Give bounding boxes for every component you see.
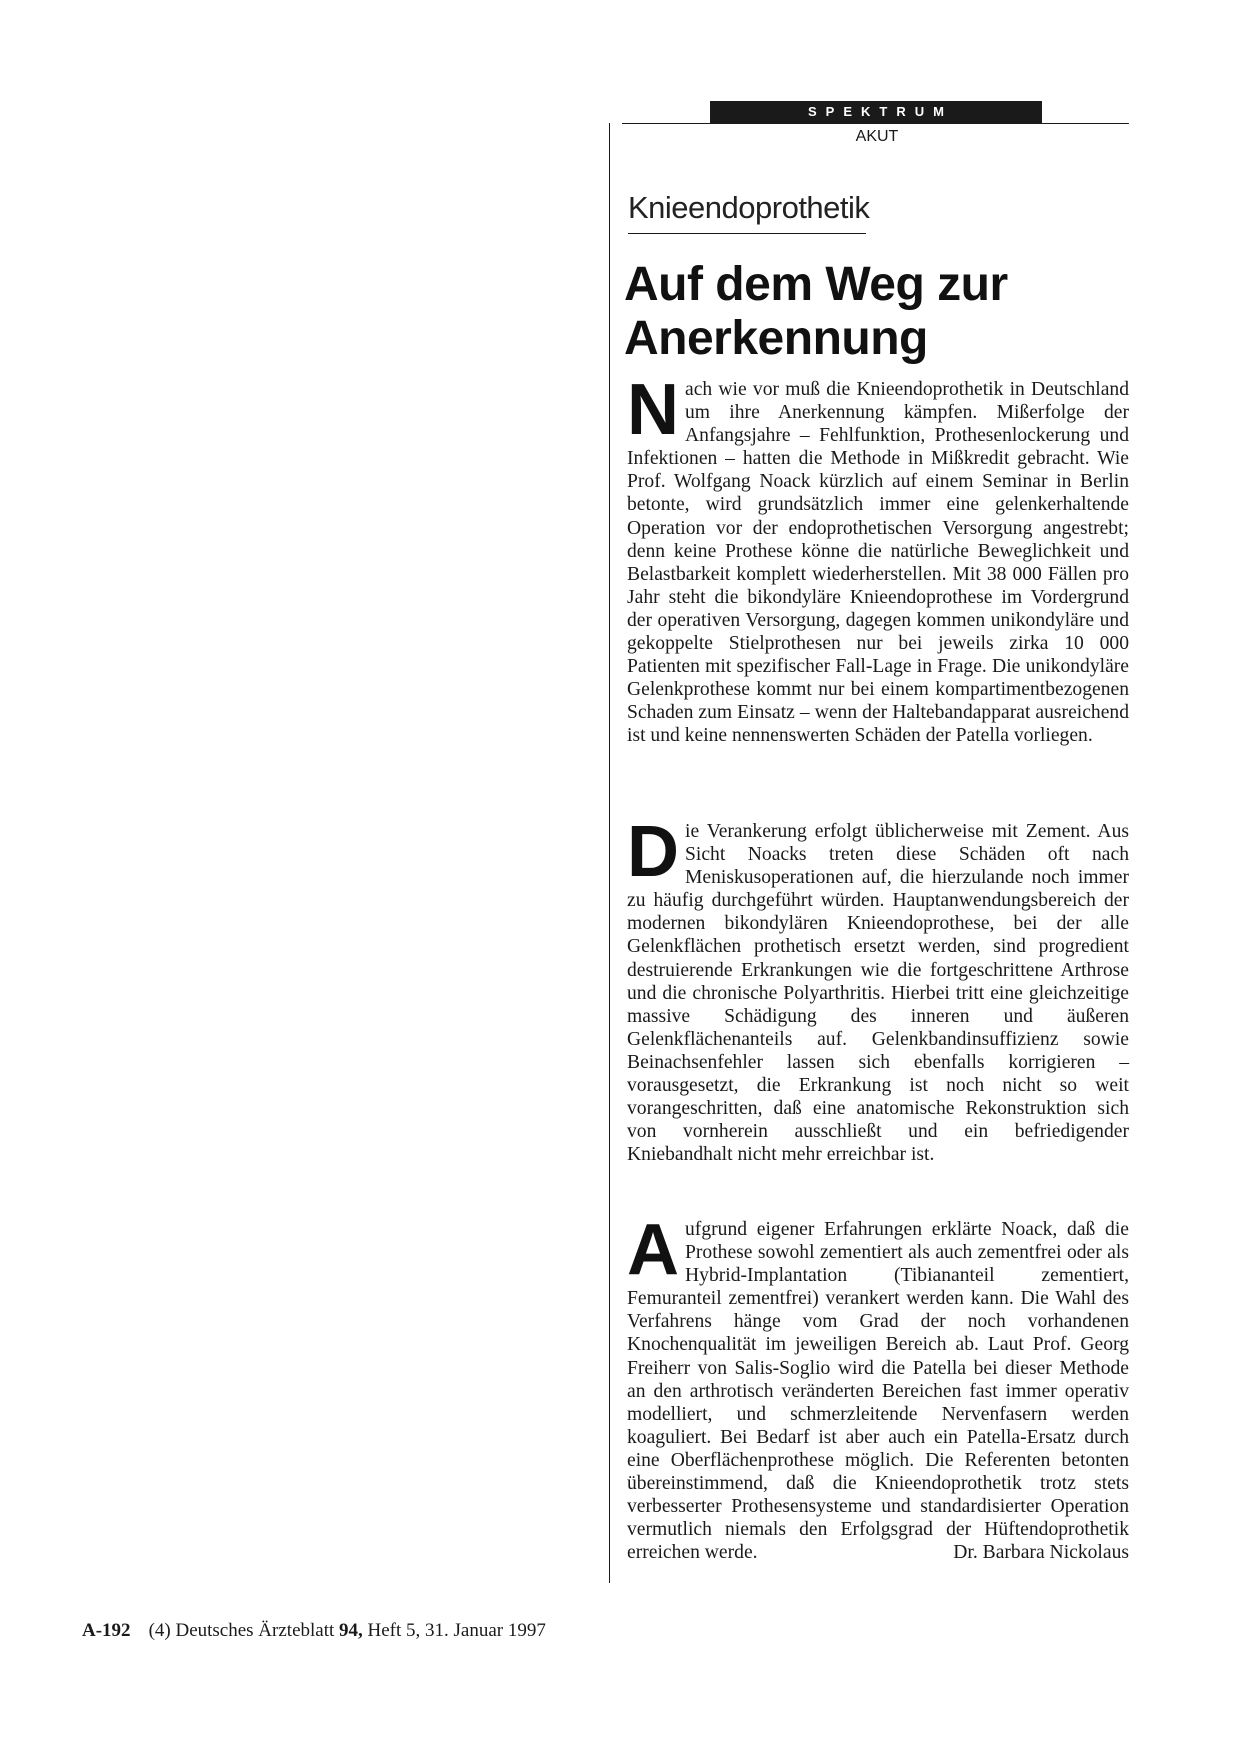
paragraph-text: ufgrund eigener Erfahrungen erklärte Noack, daß die Prothese sowohl zementiert als auch zementfrei oder als Hybrid-Implantation (Tibiananteil zementiert, Femuranteil zementfrei) verankert werden kann. Die Wahl des Verfahrens hänge vom Grad der noch vorhandenen Knochenqualität im jeweiligen Bereich ab. Laut Prof. Georg Freiherr von Salis-Soglio wird die Patella bei dieser Methode an den arthrotisch veränderten Bereichen fast immer operativ modelliert, und schmerzleitende Nervenfasern werden koaguliert. Bei Bedarf ist aber auch ein Patella-Ersatz durch eine Oberflächenprothese möglich. Die Referenten betonten übereinstimmend, daß die Knieendoprothetik trotz stets verbesserter Prothesensysteme und standardisierter Operation vermutlich niemals den Erfolgsgrad der Hüftendoprothetik erreichen werde.: [627, 1219, 1129, 1564]
kicker-underline: [628, 233, 866, 234]
volume-number: 94,: [339, 1620, 363, 1641]
page-footer: [82, 1620, 546, 1642]
header-rule: [622, 123, 1129, 124]
article-kicker: Knieendoprothetik: [628, 190, 870, 225]
paragraph-3: [627, 1210, 1129, 1564]
dropcap: D: [627, 812, 679, 892]
dropcap: N: [627, 370, 679, 450]
article-headline: Auf dem Weg zur Anerkennung: [624, 258, 1008, 365]
column-rule: [609, 123, 610, 1583]
issue-prefix: (4) Deutsches Ärzteblatt: [148, 1620, 340, 1641]
subsection-label: AKUT: [855, 128, 899, 145]
paragraph-text: ie Verankerung erfolgt üblicherweise mit Zement. Aus Sicht Noacks treten diese Schäden oft nach Meniskusoperationen auf, die hierzulande noch immer zu häufig durchgeführt würden. Hauptanwendungsbereich der modernen bikondylären Knieendoprothese, bei der alle Gelenkflächen prothetisch ersetzt werden, sind progredient destruierende Erkrankungen wie die fortgeschrittene Arthrose und die chronische Polyarthritis. Hierbei tritt eine gleichzeitige massive Schädigung des inneren und äußeren Gelenkflächenanteils auf. Gelenkbandinsuffizienz sowie Beinachsenfehler lassen sich ebenfalls korrigieren – vorausgesetzt, die Erkrankung ist noch nicht so weit vorangeschritten, daß eine anatomische Rekonstruktion sich von vornherein ausschließt und ein befriedigender Kniebandhalt nicht mehr erreichbar ist.: [627, 821, 1129, 1166]
dropcap: A: [627, 1210, 679, 1290]
paragraph-2: [627, 812, 1129, 1166]
section-header-bar: SPEKTRUM: [710, 101, 1042, 123]
page-number: A-192: [82, 1620, 131, 1641]
issue-suffix: Heft 5, 31. Januar 1997: [362, 1620, 546, 1641]
author-byline: Dr. Barbara Nickolaus: [953, 1542, 1129, 1564]
paragraph-1: [627, 370, 1129, 748]
paragraph-text: ach wie vor muß die Knieendoprothetik in Deutschland um ihre Anerkennung kämpfen. Mißerfolge der Anfangsjahre – Fehlfunktion, Prothesenlockerung und Infektionen – hatten die Methode in Mißkredit gebracht. Wie Prof. Wolfgang Noack kürzlich auf einem Seminar in Berlin betonte, wird grundsätzlich immer eine gelenkerhaltende Operation vor der endoprothetischen Versorgung angestrebt; denn keine Prothese könne die natürliche Beweglichkeit und Belastbarkeit komplett wiederherstellen. Mit 38 000 Fällen pro Jahr steht die bikondyläre Knieendoprothese im Vordergrund der operativen Versorgung, dagegen kommen unikondyläre und gekoppelte Stielprothesen nur bei jeweils zirka 10 000 Patienten mit spezifischer Fall-Lage in Frage. Die unikondyläre Gelenkprothese kommt nur bei einem kompartimentbezogenen Schaden zum Einsatz – wenn der Haltebandapparat ausreichend ist und keine nennenswerten Schäden der Patella vorliegen.: [627, 379, 1129, 747]
